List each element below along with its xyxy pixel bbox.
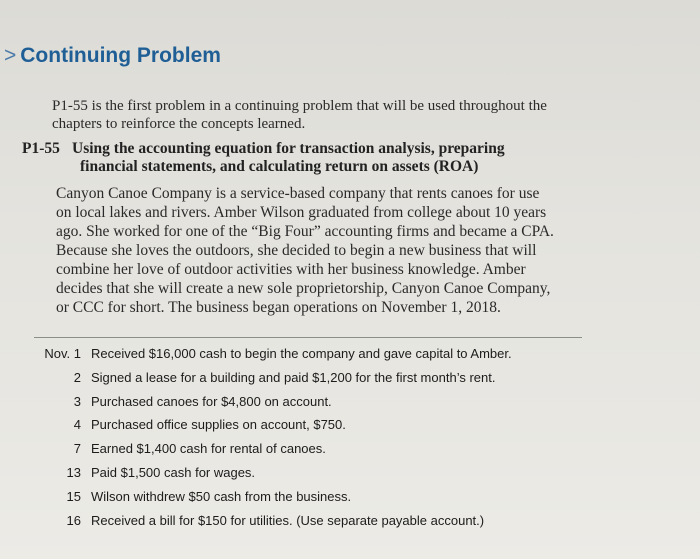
problem-body xyxy=(56,184,616,317)
section-header xyxy=(4,44,221,68)
transaction-description: Earned $1,400 cash for rental of canoes. xyxy=(91,441,326,457)
transaction-description: Signed a lease for a building and paid $1,200 for the first month’s rent. xyxy=(91,369,496,385)
transaction-date: 13 xyxy=(66,464,81,480)
intro-paragraph xyxy=(52,97,562,133)
body-line: on local lakes and rivers. Amber Wilson graduated from college about 10 years xyxy=(56,204,547,221)
transaction-date: 7 xyxy=(73,441,81,457)
body-line: Because she loves the outdoors, she decided to begin a new business that will xyxy=(56,242,537,259)
transaction-date: 3 xyxy=(73,393,81,409)
transaction-description: Purchased office supplies on account, $750. xyxy=(91,417,346,433)
problem-title-line: financial statements, and calculating return on assets (ROA) xyxy=(80,158,479,175)
transaction-date: 15 xyxy=(66,488,81,504)
transaction-row xyxy=(36,368,596,392)
transaction-row xyxy=(36,392,596,416)
transaction-description: Wilson withdrew $50 cash from the business. xyxy=(91,488,352,504)
problem-number: P1-55 xyxy=(22,140,60,157)
intro-line: P1-55 is the first problem in a continuing problem that will be used throughout the xyxy=(52,98,547,114)
transaction-date: Nov. 1 xyxy=(44,346,81,361)
transaction-date: 2 xyxy=(73,369,81,385)
transaction-row xyxy=(36,439,596,463)
transaction-description: Received a bill for $150 for utilities. (Use separate payable account.) xyxy=(91,512,485,528)
body-line: ago. She worked for one of the “Big Four” accounting firms and became a CPA. xyxy=(56,223,554,240)
problem-title xyxy=(72,140,592,176)
divider xyxy=(34,337,582,338)
transaction-row xyxy=(36,463,596,487)
transaction-description: Purchased canoes for $4,800 on account. xyxy=(91,393,332,409)
transaction-row xyxy=(36,511,596,535)
chevron-right-icon: > xyxy=(4,44,17,67)
transaction-list xyxy=(36,344,596,534)
body-line: Canyon Canoe Company is a service-based company that rents canoes for use xyxy=(56,185,540,202)
body-line: or CCC for short. The business began operations on November 1, 2018. xyxy=(56,299,501,316)
section-title: Continuing Problem xyxy=(20,44,221,67)
intro-line: chapters to reinforce the concepts learned. xyxy=(52,116,306,132)
transaction-description: Received $16,000 cash to begin the company and gave capital to Amber. xyxy=(91,346,512,361)
transaction-description: Paid $1,500 cash for wages. xyxy=(91,464,256,480)
transaction-row xyxy=(36,344,596,368)
body-line: combine her love of outdoor activities with her business knowledge. Amber xyxy=(56,261,526,278)
transaction-date: 4 xyxy=(73,417,81,433)
problem-title-line: Using the accounting equation for transaction analysis, preparing xyxy=(72,140,505,157)
transaction-date: 16 xyxy=(66,512,81,528)
transaction-row xyxy=(36,415,596,439)
body-line: decides that she will create a new sole proprietorship, Canyon Canoe Company, xyxy=(56,280,551,297)
transaction-row xyxy=(36,487,596,511)
